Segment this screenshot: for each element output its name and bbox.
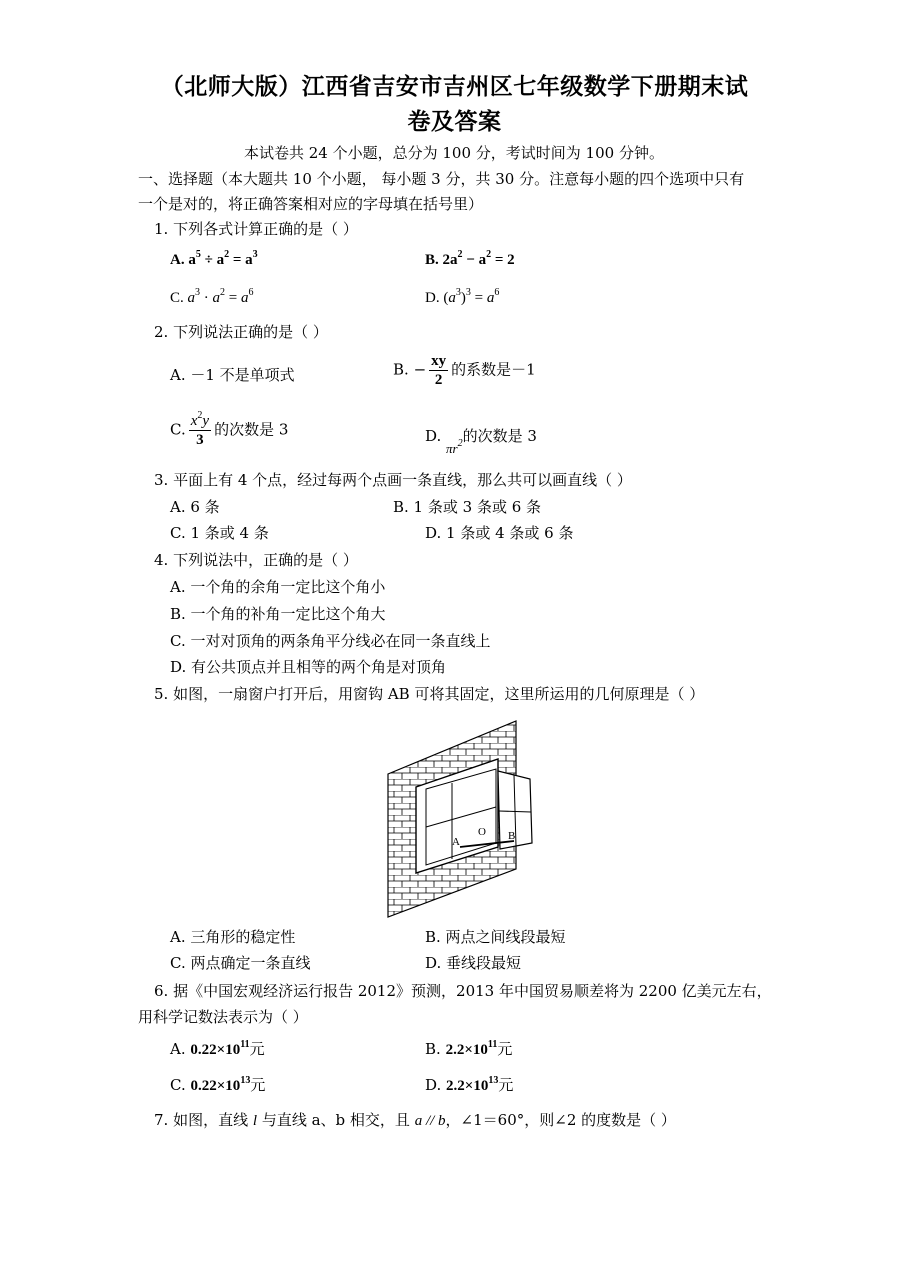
figure-label-b: B — [508, 830, 516, 842]
q2-stem: 2. 下列说法正确的是（ ） — [154, 323, 328, 341]
q6-option-c: C. $0.22\times 10^{13}$元 — [170, 1075, 266, 1094]
q6-stem: 6. 据《中国宏观经济运行报告 2012》预测，2013 年中国贸易顺差将为 2200 亿美元左右， — [154, 982, 772, 1000]
q4-option-c: C. 一对对顶角的两条角平分线必在同一条直线上 — [170, 632, 491, 650]
q1-stem: 1. 下列各式计算正确的是（ ） — [154, 220, 358, 238]
q1-option-b: B. $2a^2 - a^2 = 2$ — [425, 249, 515, 268]
doc-title-line1: （北师大版）江西省吉安市吉州区七年级数学下册期末试 — [160, 73, 749, 100]
q7-stem: 7. 如图，直线 l 与直线 a、b 相交，且 a // b，∠1＝60°，则∠2 的度数是（ ） — [154, 1111, 676, 1129]
q1-option-c: C. $a^3 \cdot a^2 = a^6$ — [170, 287, 254, 306]
q3-option-d: D. 1 条或 4 条或 6 条 — [425, 524, 574, 542]
q4-option-d: D. 有公共顶点并且相等的两个角是对顶角 — [170, 658, 447, 676]
q6-stem-cont: 用科学记数法表示为（ ） — [138, 1008, 308, 1026]
q6-option-b: B. $2.2\times 10^{11}$元 — [425, 1039, 513, 1058]
intro-text: 本试卷共 24 个小题，总分为 100 分，考试时间为 100 分钟。 — [244, 144, 664, 162]
q5-option-b: B. 两点之间线段最短 — [425, 928, 566, 946]
q5-option-c: C. 两点确定一条直线 — [170, 954, 311, 972]
figure-label-o: O — [478, 826, 486, 838]
q5-stem: 5. 如图，一扇窗户打开后，用窗钩 AB 可将其固定，这里所运用的几何原理是（ ） — [154, 685, 705, 703]
q3-option-c: C. 1 条或 4 条 — [170, 524, 269, 542]
q3-stem: 3. 平面上有 4 个点，经过每两个点画一条直线，那么共可以画直线（ ） — [154, 471, 632, 489]
q5-option-d: D. 垂线段最短 — [425, 954, 522, 972]
q2-option-b: B. − $\frac{xy}{2}$ 的系数是－1 — [393, 353, 536, 388]
q4-option-b: B. 一个角的补角一定比这个角大 — [170, 605, 386, 623]
q4-option-a: A. 一个角的余角一定比这个角小 — [170, 578, 386, 596]
q1-option-a: A. $a^5 \div a^2 = a^3$ — [170, 249, 258, 268]
q4-stem: 4. 下列说法中，正确的是（ ） — [154, 551, 358, 569]
q6-option-a: A. $0.22\times 10^{11}$元 — [170, 1039, 265, 1058]
q2-option-d: D. $\pi r^2$的次数是 3 — [425, 427, 537, 456]
q5-option-a: A. 三角形的稳定性 — [170, 928, 296, 946]
doc-title-line2: 卷及答案 — [407, 108, 502, 135]
q2-option-a: A. －1 不是单项式 — [170, 366, 295, 384]
q3-option-a: A. 6 条 — [170, 498, 220, 516]
window-hook-figure — [386, 719, 536, 919]
q1-option-d: D. $(a^3)^3 = a^6$ — [425, 287, 500, 306]
q6-option-d: D. $2.2\times 10^{13}$元 — [425, 1075, 514, 1094]
section1-header-cont: 一个是对的，将正确答案相对应的字母填在括号里） — [138, 195, 484, 213]
figure-label-a: A — [452, 836, 460, 848]
q2-option-c: C. $\frac{x^2y}{3}$ 的次数是 3 — [170, 410, 289, 448]
section1-header: 一、选择题（本大题共 10 个小题， 每小题 3 分，共 30 分。注意每小题的四个选项中只有 — [138, 170, 745, 188]
q3-option-b: B. 1 条或 3 条或 6 条 — [393, 498, 542, 516]
